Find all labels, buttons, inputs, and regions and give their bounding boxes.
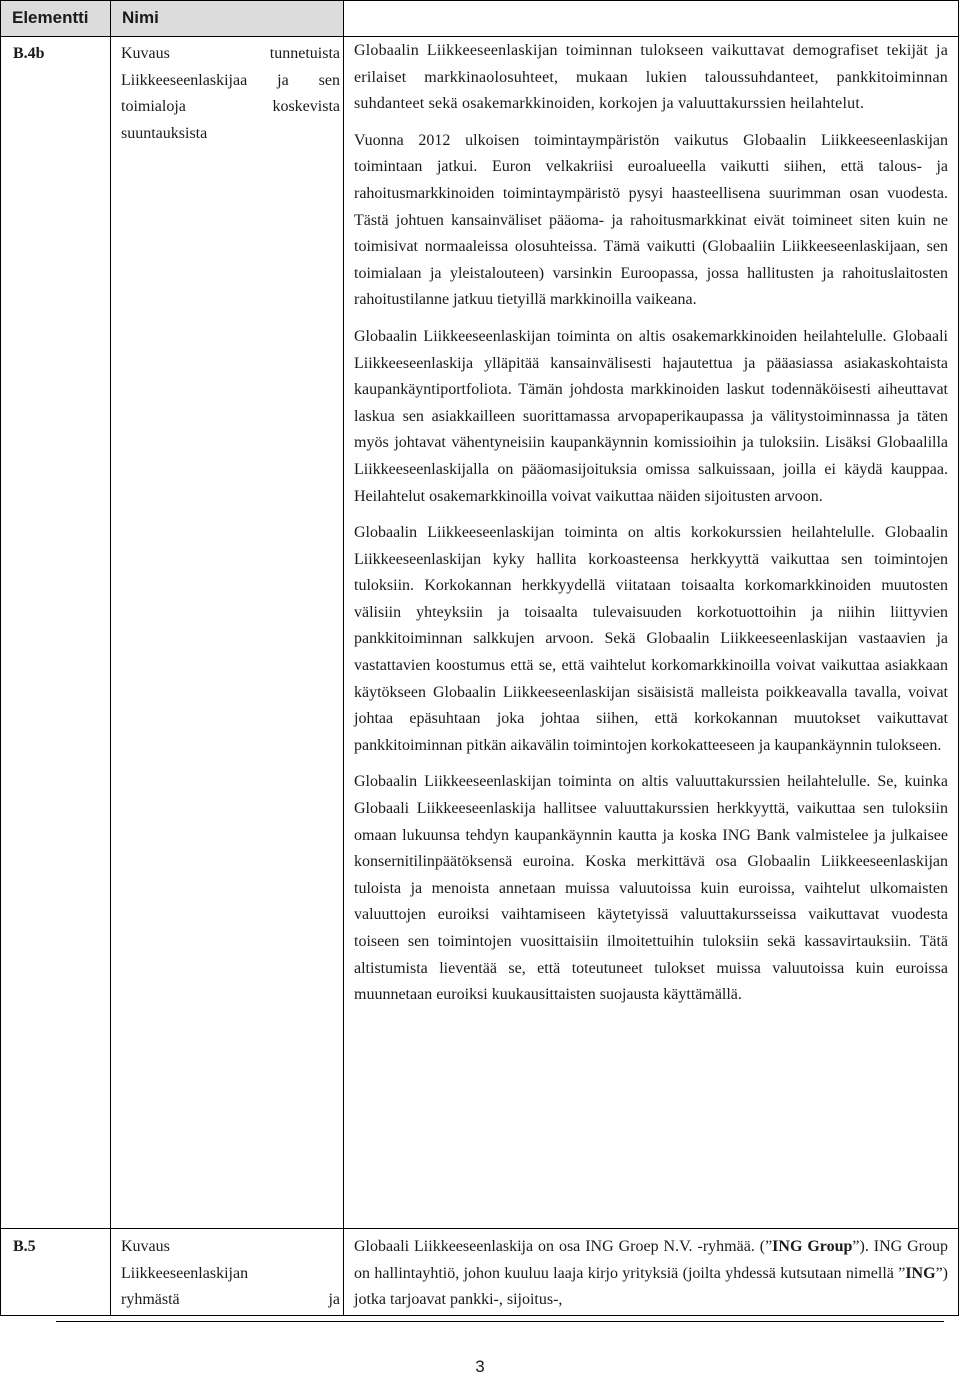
name-cell bbox=[111, 37, 344, 1229]
paragraph bbox=[354, 1234, 948, 1314]
name-line: Kuvaus bbox=[121, 1238, 170, 1255]
name-line: Liikkeeseenlaskijan bbox=[121, 1264, 249, 1282]
element-cell bbox=[1, 1229, 111, 1316]
name-word: ryhmästä bbox=[121, 1291, 180, 1309]
table-header-row bbox=[1, 1, 959, 37]
element-name bbox=[121, 1234, 340, 1314]
element-code: B.5 bbox=[13, 1238, 36, 1255]
paragraph: Vuonna 2012 ulkoisen toimintaympäristön vaikutus Globaalin Liikkeeseenlaskijan toimintaan jatkui. Euron velkakriisi euroalueella vaikutti siihen, että talous- ja rahoitusmarkkinoiden toimintaympäristö pysyi haasteellisena suurimman osan vuodesta. Tästä johtuen kansainväliset pääoma- ja rahoitusmarkkinat eivät toimineet siten kuin ne toimisivat normaaleissa olosuhteissa. Tämä vaikutti (Globaaliin Liikkeeseenlaskijaan, sen toimialaan ja yleistalouteen) varsinkin Euroopassa, jossa hallitusten ja rahoituslaitosten rahoitustilanne jatkuu tietyillä markkinoilla vaikeana. bbox=[354, 131, 948, 309]
footer-rule bbox=[56, 1321, 944, 1322]
paragraph: Globaalin Liikkeeseenlaskijan toiminta on altis korkokurssien heilahtelulle. Globaalin Liikkeeseenlaskijan kyky hallita korkoasteensa herkkyyttä vaikuttaa sen toimintojen tuloksiin. Korkokannan herkkyydellä viitataan toisaalta korkomarkkinoiden muutosten välisiin yhteyksiin ja toisaalta tulevaisuuden korkotuottoihin ja niihin liittyvien pankkitoiminnan salkkujen arvoon. Sekä Globaalin Liikkeeseenlaskijan vastaavien ja vastattavien koostumus että se, että vaihtelut korkomarkkinoilla voivat vaikuttaa asiakkaan käytökseen Globaalin Liikkeeseenlaskijan sisäisistä malleista poikkeavalla tavalla, voivat johtaa epäsuhtaan joka johtaa siihen, että korkokannan muutokset vaikuttavat pankkitoiminnan pitkän aikavälin toimintojen korkokatteeseen ja kaupankäynnin tulokseen. bbox=[354, 524, 948, 754]
name-cell bbox=[111, 1229, 344, 1316]
text-run: ”). ING Group on hallintayhtiö, johon kuuluu laaja kirjo yrityksiä (joilta yhdessä kutsutaan nimellä ” bbox=[354, 1238, 949, 1282]
paragraph: Globaalin Liikkeeseenlaskijan toiminta on altis valuuttakurssien heilahtelulle. Se, kuinka Globaali Liikkeeseenlaskija hallitsee valuuttakurssien herkkyyttä, vaikuttaa sen tuloksiin omaan lukuunsa tehdyn kaupankäynnin kautta ja koska ING Bank valmistelee ja julkaisee konsernitilinpäätöksensä euroina. Koska merkittävä osa Globaalin Liikkeeseenlaskijan tuloista ja menoista annetaan muissa valuutoissa kuin euroissa, vaihtelut ulkomaisten valuuttojen euroiksi vaihtamiseen käytetyissä valuuttakursseissa vaikuttavat vuodesta toiseen sen toimintojen vuosittaisiin ilmoitettuihin tuloksiin sekä kassavirtauksiin. Tätä altistumista lieventää se, että toteutuneet tulokset muissa valuutoissa kuin euroissa muunnetaan euroiksi kuukausittaisten suojausta käyttämällä. bbox=[354, 773, 948, 1004]
header-element: Elementti bbox=[1, 1, 111, 37]
description-cell bbox=[344, 1229, 959, 1316]
text-run: ”) jotka tarjoavat pankki-, sijoitus-, bbox=[354, 1264, 948, 1309]
element-code: B.4b bbox=[13, 45, 45, 62]
bold-term: ING Group bbox=[772, 1238, 853, 1255]
table-row bbox=[1, 37, 959, 1229]
paragraph: Globaalin Liikkeeseenlaskijan toiminnan tulokseen vaikuttavat demografiset tekijät ja erilaiset markkinaolosuhteet, mukaan lukien taloussuhdanteet, pankkitoiminnan suhdanteet sekä osakemarkkinoiden, korkojen ja valuuttakurssien heilahtelut. bbox=[354, 42, 948, 113]
description-cell bbox=[344, 37, 959, 1229]
bold-term: ING bbox=[905, 1264, 936, 1282]
name-line bbox=[121, 1287, 340, 1314]
text-run: Globaali Liikkeeseenlaskija on osa ING Groep N.V. -ryhmää. (” bbox=[354, 1238, 773, 1255]
table-row bbox=[1, 1229, 959, 1316]
paragraph: Globaalin Liikkeeseenlaskijan toiminta on altis osakemarkkinoiden heilahtelulle. Globaali Liikkeeseenlaskija ylläpitää kansainvälisesti hajautettua ja pääasiassa asiakaskohtaista kaupankäyntiportfoliota. Tämän johdosta markkinoiden laskut todennäköisesti aiheuttavat laskua sen asiakkailleen suorittamassa arvopaperikaupassa ja välitystoiminnassa ja täten myös johtavat vähentyneisiin kaupankäynnin komissioihin ja tuloksiin. Lisäksi Globaalilla Liikkeeseenlaskijalla on pääomasijoituksia omissa salkuissaan, joilla ei käydä kauppaa. Heilahtelut osakemarkkinoilla voivat vaikuttaa näiden sijoitusten arvoon. bbox=[354, 327, 948, 505]
name-word: ja bbox=[328, 1291, 340, 1309]
header-name: Nimi bbox=[111, 1, 344, 37]
element-name: Kuvaus tunnetuista Liikkeeseenlaskijaa ja sen toimialoja koskevista suuntauksista bbox=[121, 45, 340, 142]
element-cell bbox=[1, 37, 111, 1229]
header-description bbox=[344, 1, 959, 37]
page-number: 3 bbox=[475, 1357, 485, 1376]
